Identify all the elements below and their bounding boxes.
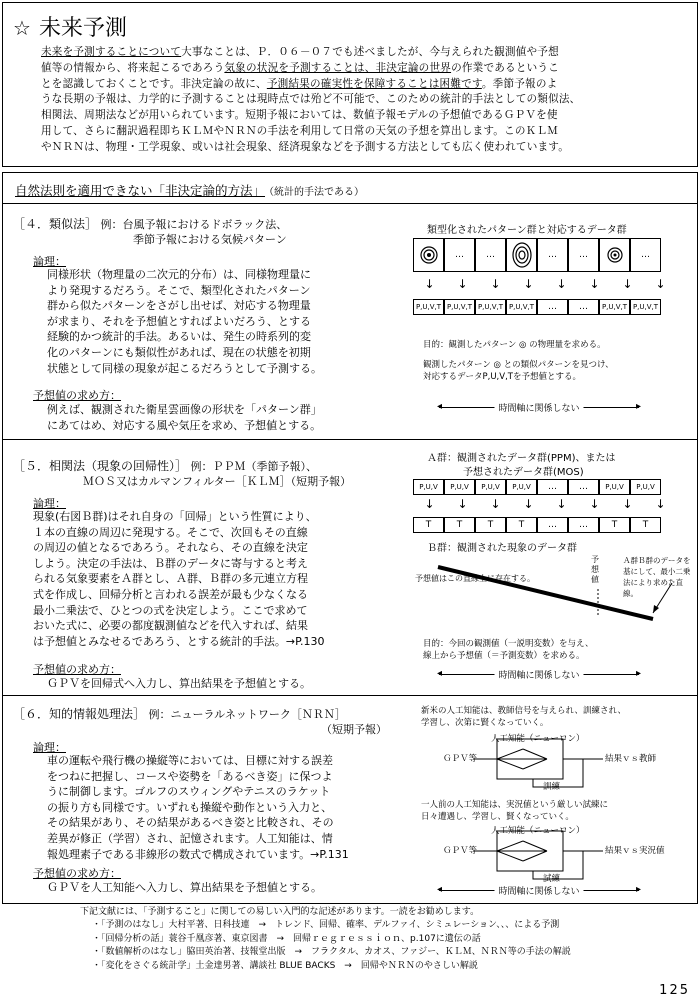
sec5-logic-text (33, 509, 393, 649)
sec5-example-1: 例：ＰＰＭ（季節予報）、 (190, 460, 318, 473)
data-cell: P,U,V,T (599, 299, 630, 315)
cell-dots: … (444, 238, 475, 272)
down-arrow-icon: ↓ (424, 277, 435, 291)
sec6-line: 差異が修正（学習）され、記憶されます。人工知能は、情 (47, 831, 333, 845)
sec4-timeline: ◂ ▸ 時間軸に関係しない (437, 401, 641, 414)
eye-pattern-icon: ◎ (519, 340, 527, 350)
sec6-line: をつねに把握し、コースや姿勢を「あるべき姿」に保つよ (47, 769, 333, 783)
data-cell: P,U,V (599, 479, 630, 495)
section-heading-note: （統計的手法である） (269, 187, 365, 198)
intro-line-5: 相関法、周期法などが用いられています。短期予報においては、数値予報モデルの予想値であるＧＰＶを使 (41, 109, 558, 122)
down-arrow-icon: ↓ (457, 277, 468, 291)
down-arrow-icon: ↓ (457, 497, 468, 511)
sec6-line: 車の運転や飛行機の操縦等においては、目標に対する誤差 (47, 754, 333, 767)
sec5-cap1: 目的：今回の観測値（一説明変数）を与え、 (423, 639, 594, 649)
sec6-cap-pro1: 一人前の人工知能は、実況値という厳しい試練に (421, 800, 609, 810)
sec6-example-2: （短期予報） (321, 723, 387, 736)
page-title (13, 11, 127, 42)
sec6-logic-text (47, 753, 407, 862)
intro-line-1: 大事なことは、Ｐ．０６－０７でも述べましたが、今与えられた観測値や予想 (181, 46, 559, 58)
sec6-title (13, 707, 346, 722)
data-cell: T (475, 517, 506, 533)
sec6-gpv-label: ＧＰＶ等 (443, 754, 478, 764)
cell-dots: … (630, 238, 661, 272)
sec4-line: 同様形状（物理量の二次元的分布）は、同様物理量に (47, 268, 311, 281)
data-cell: T (630, 517, 661, 533)
data-cell: P,U,V (506, 479, 537, 495)
sec4-caption-1 (423, 339, 606, 351)
spiral-pattern-icon (413, 238, 444, 272)
data-cell: T (599, 517, 630, 533)
data-cell: P,U,V,T (444, 299, 475, 315)
data-cell: … (537, 299, 568, 315)
divider (3, 203, 697, 204)
sec5-title-text: ［５．相関法（現象の回帰性）］ (13, 459, 188, 473)
data-cell: P,U,V,T (506, 299, 537, 315)
sec5-logic-label: 論理： (33, 497, 66, 510)
intro-line-4: うな長期の予報は、力学的に予測することは現時点では殆ど不可能で、このための統計的手法としての類似法、 (41, 93, 581, 106)
down-arrow-icon: ↓ (622, 277, 633, 291)
eye-pattern-icon: ◎ (493, 360, 501, 370)
divider (3, 439, 697, 440)
sec6-cap-new1: 新米の人工知能は、教師信号を与えられ、訓練され、 (421, 706, 627, 716)
sec4-line: 状態として同様の現象が起こるだろうとして予測する。 (47, 361, 322, 375)
sec4-cap1: 目的：観測したパターン (423, 340, 517, 350)
sec5-method-label: 予想値の求め方： (33, 663, 121, 676)
sec5-line: １本の直線の周辺に発現する。そこで、次回もその直線 (33, 525, 308, 539)
down-arrows (413, 497, 677, 511)
sec5-line: 式を作成し、回帰分析と言われる誤差が最も少なくなる (33, 587, 308, 601)
data-cell: P,U,V,T (630, 299, 661, 315)
down-arrow-icon: ↓ (556, 497, 567, 511)
data-cell: P,U,V (413, 479, 444, 495)
data-cell: P,U,V (475, 479, 506, 495)
data-cell: P,U,V (444, 479, 475, 495)
sec6-example-1: 例：ニューラルネットワーク［ＮＲＮ］ (148, 708, 346, 721)
sec6-cap-new2: 学習し、次第に賢くなっていく。 (421, 718, 549, 728)
sec6-logic-label: 論理： (33, 741, 66, 754)
sec4-title-text: ［４．類似法］ (13, 217, 98, 231)
data-row (413, 299, 661, 315)
data-cell: T (506, 517, 537, 533)
sec4-method-text (47, 402, 387, 433)
sec6-line: その結果があり、その結果があるべき姿と比較され、その (47, 816, 334, 830)
sec5-line: おいた式に、必要の都度観測値などを代入すれば、結果 (33, 619, 308, 633)
cell-dots: … (537, 238, 568, 272)
sec4-method-label: 予想値の求め方： (33, 389, 121, 402)
sec5-prediction-label: 予想値 (591, 555, 599, 584)
sec5-line: しよう。決定の手法は、Ｂ群のデータに寄与すると考え (33, 556, 308, 570)
intro-line-2a: 値等の情報から、将来起こるであろう (41, 61, 225, 74)
sec6-ai-box-label: 人工知能（ニューロン） (491, 826, 585, 836)
spiral-pattern-icon (506, 238, 537, 272)
down-arrows (413, 277, 677, 291)
groupB-row (413, 517, 661, 533)
sec5-cap2: 線上から予想値（＝予測変数）を求める。 (423, 651, 585, 661)
sec6-train-label: 訓練 (543, 782, 561, 792)
intro-panel (2, 2, 698, 167)
sec6-method-label: 予想値の求め方： (33, 867, 121, 880)
down-arrow-icon: ↓ (490, 497, 501, 511)
page-number: 125 (659, 983, 690, 998)
sec5-timeline-text: 時間軸に関係しない (494, 668, 583, 681)
sec5-group-b: Ｂ群：観測された現象のデータ群 (427, 543, 577, 554)
data-cell: … (537, 517, 568, 533)
references-intro: 下記文献には、「予測すること」に関しての易しい入門的な記述があります。一読をお勧めします。 (80, 907, 480, 917)
pattern-row (413, 238, 661, 272)
methods-panel (2, 172, 698, 904)
sec4-cap2: 観測したパターン (423, 360, 491, 370)
sec4-logic-label: 論理： (33, 255, 66, 268)
reference-item: ・「変化をさぐる統計学」土金達男著、講談社 BLUE BACKS → 回帰やＮＲＮのやさしい解説 (92, 960, 478, 971)
intro-underline-2: 気象の状況を予測することは、非決定論の世界 (224, 61, 452, 74)
sec4-timeline-text: 時間軸に関係しない (494, 401, 583, 414)
sec6-result-train: 結果ｖｓ教師 (605, 754, 657, 764)
references (80, 906, 571, 973)
intro-underline-3: 予測結果の確実性を保障することは困難です (266, 77, 482, 90)
sec4-title (13, 217, 287, 232)
sec5-timeline: ◂ ▸ 時間軸に関係しない (437, 668, 641, 681)
sec4-method-line: 例えば、観測された衛星雲画像の形状を「パターン群」 (47, 403, 322, 416)
sec5-caption (423, 638, 594, 662)
data-cell: P,U,V,T (413, 299, 444, 315)
data-cell: T (413, 517, 444, 533)
sec4-example-1: 例：台風予報におけるドボラック法、 (100, 218, 288, 231)
data-cell: … (537, 479, 568, 495)
intro-line-3c: 。季節予報のよ (481, 77, 558, 90)
intro-line-6: 用して、さらに翻訳過程即ちＫＬＭやＮＲＮの手法を利用して日常の天気の予想を算出します。このＫＬＭ (41, 124, 559, 137)
intro-underline-1: 未来を予測することについて (41, 46, 182, 58)
section-heading-text: 自然法則を適用できない「非決定論的方法」 (15, 183, 266, 198)
data-cell: P,U,V (630, 479, 661, 495)
sec5-line: 現象(右図Ｂ群)はそれ自身の「回帰」という性質により、 (33, 510, 317, 523)
down-arrow-icon: ↓ (523, 277, 534, 291)
sec4-line: が求まり、それを予想値とすればよいだろう、とする (47, 314, 311, 328)
down-arrow-icon: ↓ (622, 497, 633, 511)
groupA-row (413, 479, 661, 495)
intro-line-3a: とを認識しておくことです。非決定論の故に、 (41, 77, 267, 90)
data-cell: P,U,V,T (475, 299, 506, 315)
sec4-line: 経験的かつ統計的手法。あるいは、発生の時系列的変 (47, 330, 311, 344)
down-arrow-icon: ↓ (589, 497, 600, 511)
intro-line-2c: の作業であるというこ (451, 61, 559, 74)
sec6-timeline-text: 時間軸に関係しない (494, 884, 583, 897)
intro-line-7: やＮＲＮは、物理・工学現象、或いは社会現象、経済現象などを予測する方法としても広く使われています。 (41, 140, 570, 153)
page-title-text: 未来予測 (38, 16, 127, 41)
sec4-diagram-title: 類型化されたパターン群と対応するデータ群 (427, 225, 627, 236)
sec5-line: 最小二乗法で、ひとつの式を決定しよう。ここで求めて (33, 603, 308, 617)
sec4-line: より発現するだろう。そこで、類型化されたパターン (47, 283, 311, 297)
sec4-cap2b: との類似パターンを見つけ、 (503, 360, 614, 370)
sec6-line: 報処理素子である非線形の数式で構成されています。→P.131 (47, 847, 349, 861)
down-arrow-icon: ↓ (424, 497, 435, 511)
section-heading (15, 181, 364, 199)
sec4-caption-2 (423, 359, 614, 383)
sec5-line-note: Ａ群Ｂ群のデータを基にして、最小二乗法により求めた直線。 (623, 556, 691, 598)
sec6-line: の振り方も同様です。いずれも操縦や動作という入力と、 (47, 800, 333, 814)
cell-dots: … (475, 238, 506, 272)
sec6-caption-pro (421, 799, 608, 823)
data-cell: … (568, 479, 599, 495)
sec5-example-2: ＭＯＳ又はカルマンフィルター［ＫＬＭ］（短期予報） (83, 475, 352, 488)
down-arrow-icon: ↓ (655, 497, 666, 511)
sec4-method-line: にあてはめ、対応する風や気圧を求め、予想値とする。 (47, 418, 322, 432)
sec6-result-real: 結果ｖｓ実況値 (605, 846, 665, 856)
sec5-method-text: ＧＰＶを回帰式へ入力し、算出結果を予想値とする。 (47, 677, 311, 690)
sec4-cap1b: の物理量を求める。 (529, 340, 606, 350)
down-arrow-icon: ↓ (490, 277, 501, 291)
spiral-pattern-icon (599, 238, 630, 272)
reference-item: ・「数値解析のはなし」脇田英治著、技報堂出版 → フラクタル、カオス、ファジー、ＫＬＭ、ＮＲＮ等の手法の解説 (92, 947, 571, 958)
sec4-line: 群から似たパターンをさがし出せば、対応する物理量 (47, 299, 311, 313)
sec4-example-2: 季節予報における気候パターン (133, 233, 287, 246)
down-arrow-icon: ↓ (589, 277, 600, 291)
sec5-line-label: 予想値はこの直線上に存在する。 (415, 574, 535, 583)
sec4-cap3: 対応するデータP,U,V,Tを予想値とする。 (423, 372, 581, 382)
divider (3, 695, 697, 696)
star-icon: ☆ (13, 16, 31, 40)
sec6-line: うに制御します。ゴルフのスウィングやテニスのラケット (47, 785, 331, 799)
data-cell: T (444, 517, 475, 533)
sec6-caption-new (421, 705, 626, 729)
down-arrow-icon: ↓ (523, 497, 534, 511)
sec4-line: 化のパターンにも類似性があれば、現在の状態を初期 (47, 345, 311, 359)
sec5-line: られる気象要素をＡ群とし、Ａ群、Ｂ群の多元連立方程 (33, 572, 308, 586)
data-cell: … (568, 517, 599, 533)
sec6-gpv-label: ＧＰＶ等 (443, 846, 478, 856)
cell-dots: … (568, 238, 599, 272)
sec6-title-text: ［６．知的情報処理法］ (13, 707, 146, 721)
reference-item: ・「回帰分析の話」蓑谷千凰彦著、東京図書 → 回帰ｒｅｇｒｅｓｓｉｏｎ、p.107に遺伝の話 (92, 933, 481, 944)
sec4-logic-text (47, 267, 387, 376)
sec6-timeline: ◂ ▸ 時間軸に関係しない (437, 884, 641, 897)
sec5-title (13, 459, 317, 474)
sec6-cap-pro2: 日々遭遇し、学習し、賢くなっていく。 (421, 812, 574, 822)
sec5-line: の周辺の値となるであろう。それなら、その直線を決定 (33, 541, 308, 555)
sec6-ai-box-label: 人工知能（ニューロン） (491, 734, 585, 744)
data-cell: … (568, 299, 599, 315)
sec5-group-a-2: 予想されたデータ群(MOS) (463, 467, 584, 478)
down-arrow-icon: ↓ (556, 277, 567, 291)
sec5-line: は予想値とみなせるであろう、とする統計的手法。→P.130 (33, 634, 325, 648)
sec6-trial-label: 試練 (543, 874, 561, 884)
down-arrow-icon: ↓ (655, 277, 666, 291)
reference-item: ・「予測のはなし」大村平著、日科技連 → トレンド、回帰、確率、デルファイ、シミュレーション、、、による予測 (92, 920, 560, 931)
intro-text (41, 45, 693, 156)
sec5-group-a: Ａ群：観測されたデータ群(PPM)、または (427, 453, 616, 464)
sec6-method-text: ＧＰＶを人工知能へ入力し、算出結果を予想値とする。 (47, 881, 322, 894)
